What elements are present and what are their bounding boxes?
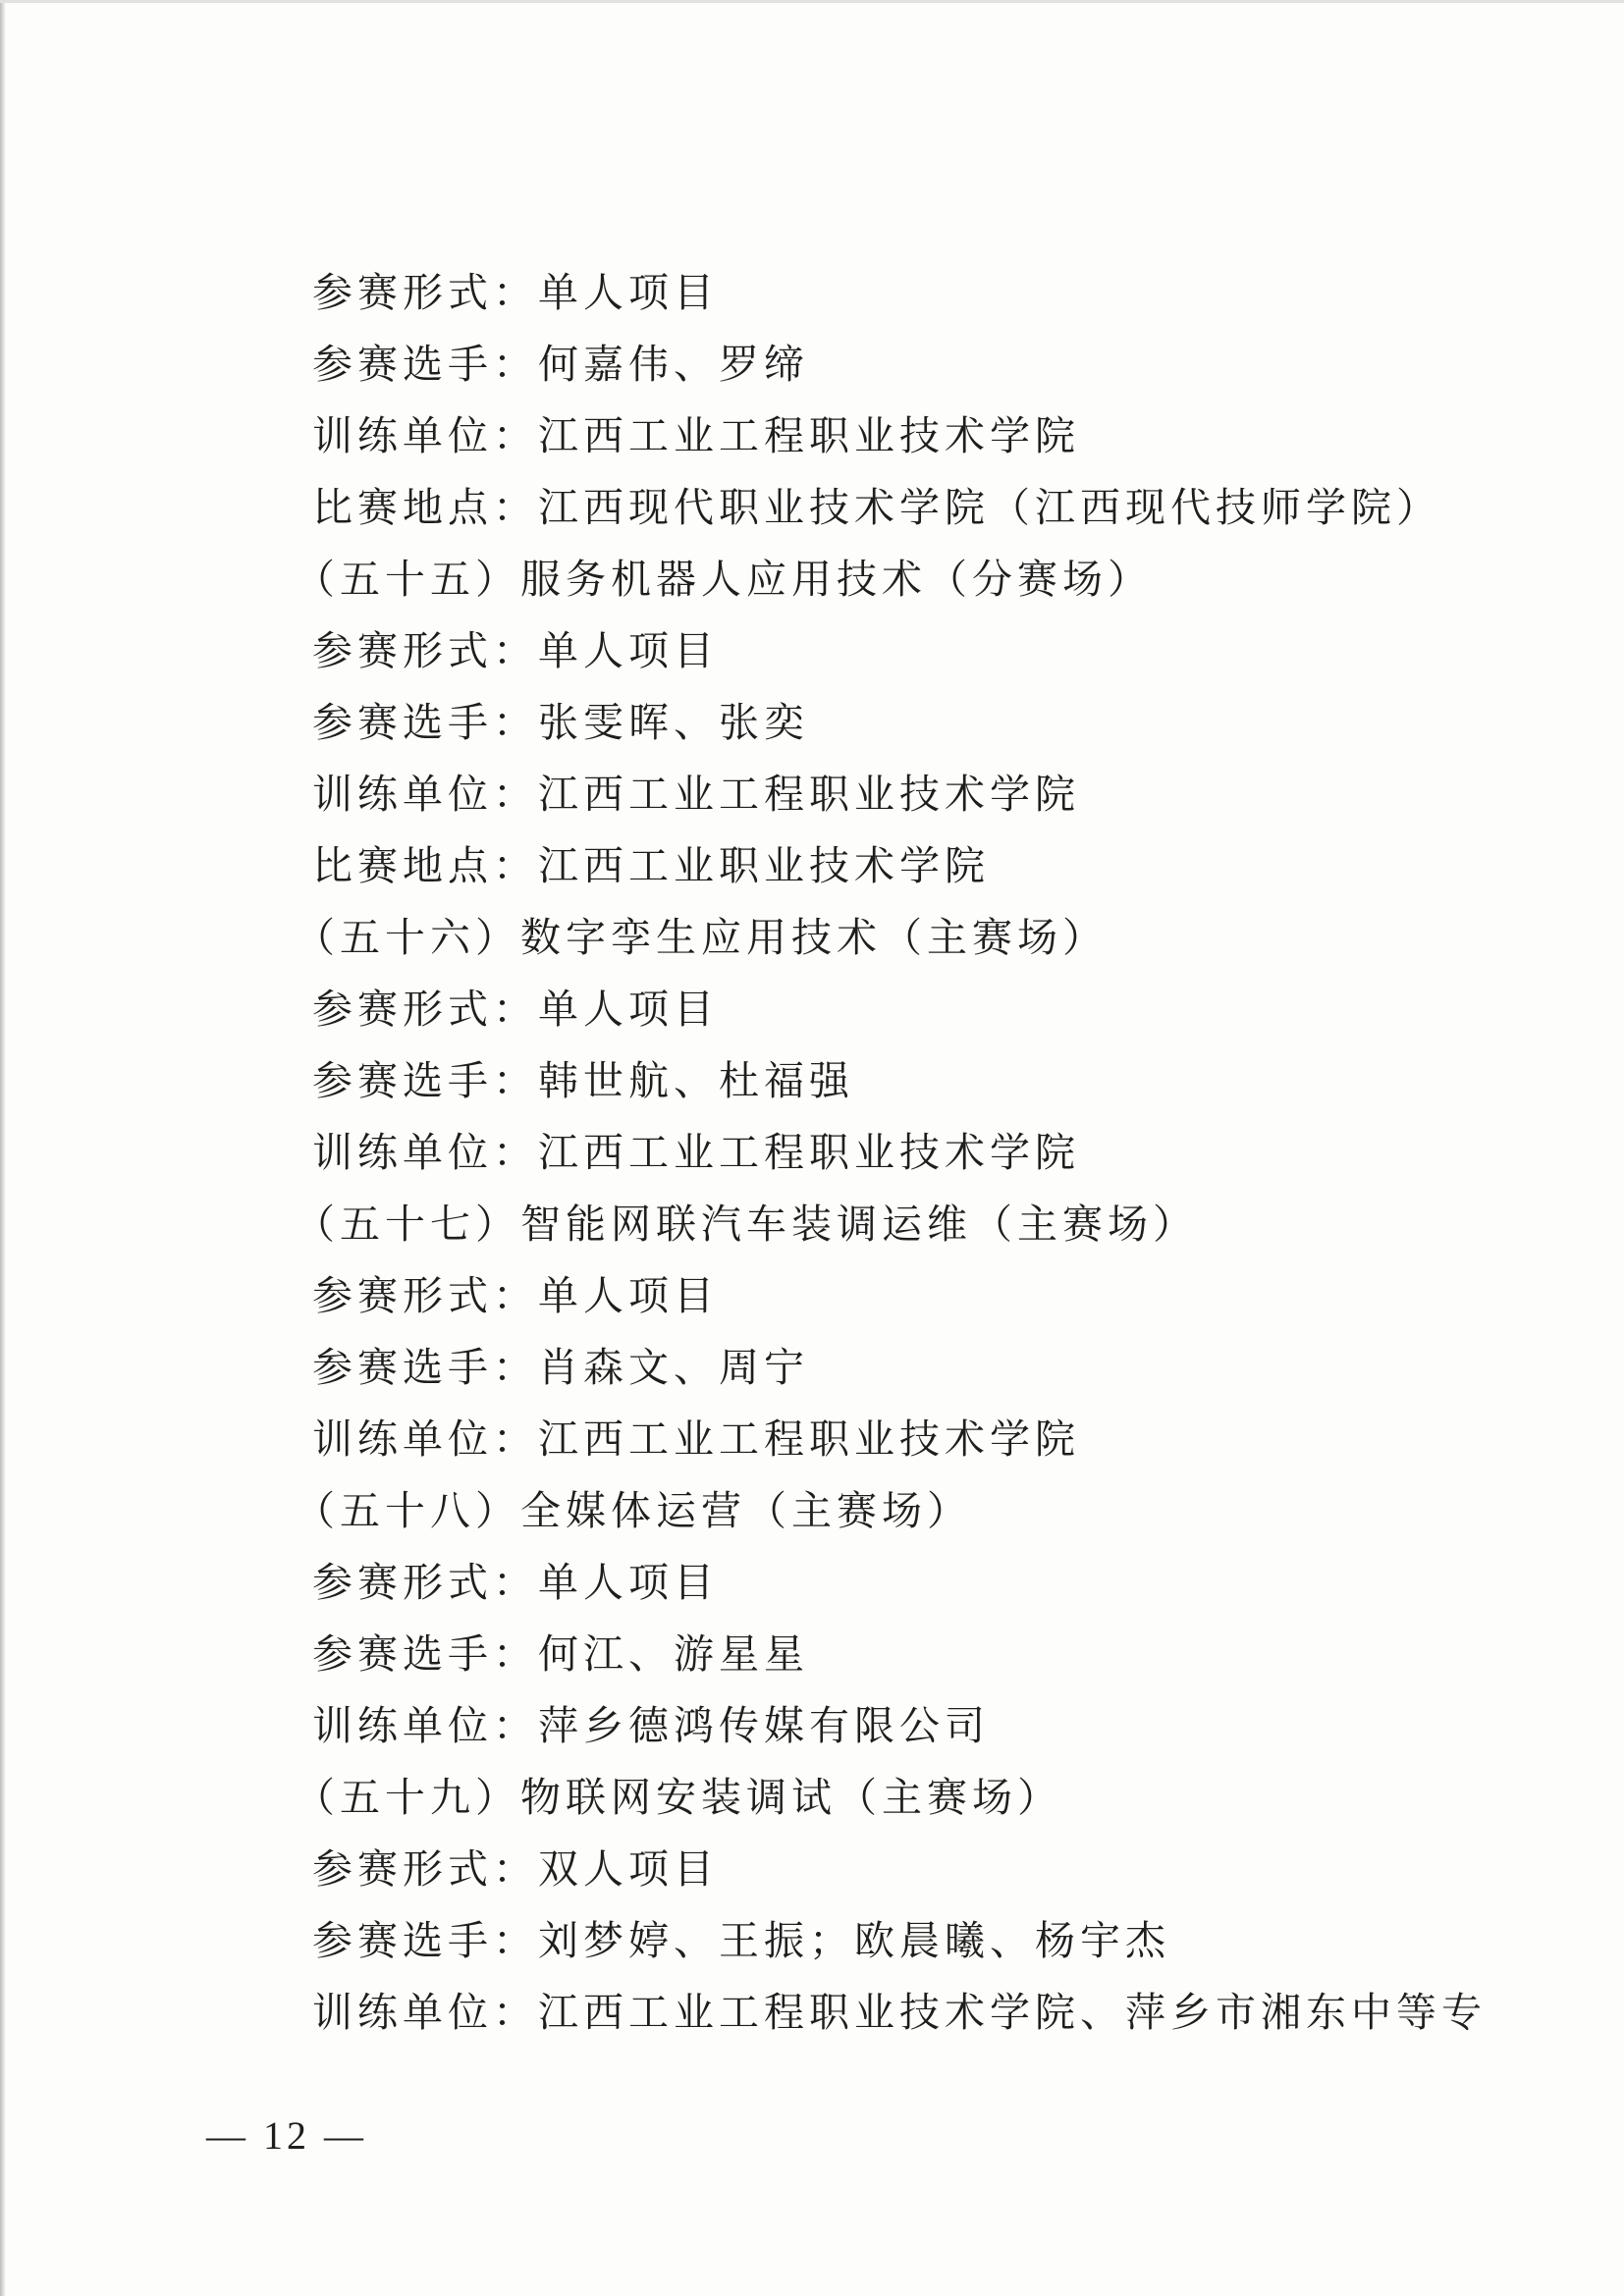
field-value: 肖森文、周宁 bbox=[538, 1344, 809, 1391]
field-line bbox=[295, 687, 1453, 759]
section-heading: （五十八）全媒体运营（主赛场） bbox=[295, 1487, 972, 1534]
field-line bbox=[295, 1045, 1453, 1117]
field-value: 江西现代职业技术学院（江西现代技师学院） bbox=[538, 484, 1441, 531]
field-value: 单人项目 bbox=[538, 1559, 719, 1606]
field-label: 训练单位： bbox=[312, 412, 538, 459]
field-value: 双人项目 bbox=[538, 1845, 719, 1893]
field-line bbox=[295, 1977, 1487, 2049]
field-line bbox=[295, 615, 1453, 687]
field-line bbox=[295, 329, 1453, 400]
field-line bbox=[295, 1547, 1453, 1619]
field-value: 江西工业工程职业技术学院、萍乡市湘东中等专 bbox=[538, 1989, 1487, 2036]
field-line bbox=[295, 974, 1453, 1045]
section-heading: （五十七）智能网联汽车装调运维（主赛场） bbox=[295, 1201, 1198, 1248]
field-label: 训练单位： bbox=[312, 1415, 538, 1463]
field-line bbox=[295, 257, 1453, 329]
field-line bbox=[295, 1332, 1453, 1404]
field-value: 何江、游星星 bbox=[538, 1630, 809, 1678]
field-value: 江西工业职业技术学院 bbox=[538, 842, 990, 889]
field-label: 参赛选手： bbox=[312, 699, 538, 746]
section-heading: （五十六）数字孪生应用技术（主赛场） bbox=[295, 914, 1108, 961]
field-label: 参赛形式： bbox=[312, 1272, 538, 1319]
field-line bbox=[295, 1117, 1453, 1189]
field-line bbox=[295, 1834, 1453, 1905]
field-value: 单人项目 bbox=[538, 986, 719, 1033]
field-value: 单人项目 bbox=[538, 269, 719, 316]
section-heading: （五十九）物联网安装调试（主赛场） bbox=[295, 1774, 1062, 1821]
field-label: 参赛形式： bbox=[312, 627, 538, 674]
field-line bbox=[295, 1260, 1453, 1332]
page-edge-shadow bbox=[0, 0, 6, 2296]
field-label: 参赛形式： bbox=[312, 1845, 538, 1893]
field-line bbox=[295, 1619, 1453, 1690]
field-line bbox=[295, 759, 1453, 830]
field-label: 参赛形式： bbox=[312, 986, 538, 1033]
field-line bbox=[295, 1690, 1453, 1762]
page-number: — 12 — bbox=[206, 2113, 367, 2158]
field-line bbox=[295, 830, 1453, 902]
field-label: 比赛地点： bbox=[312, 842, 538, 889]
field-label: 参赛选手： bbox=[312, 1344, 538, 1391]
field-value: 江西工业工程职业技术学院 bbox=[538, 412, 1080, 459]
field-line bbox=[295, 1905, 1453, 1977]
field-label: 参赛选手： bbox=[312, 341, 538, 388]
field-value: 单人项目 bbox=[538, 1272, 719, 1319]
field-value: 江西工业工程职业技术学院 bbox=[538, 1415, 1080, 1463]
field-line bbox=[295, 400, 1453, 472]
section-heading: （五十五）服务机器人应用技术（分赛场） bbox=[295, 556, 1153, 603]
field-value: 张雯晖、张奕 bbox=[538, 699, 809, 746]
field-label: 参赛选手： bbox=[312, 1057, 538, 1104]
field-value: 萍乡德鸿传媒有限公司 bbox=[538, 1702, 990, 1749]
page-top-edge bbox=[0, 0, 1624, 3]
field-value: 韩世航、杜福强 bbox=[538, 1057, 854, 1104]
field-label: 比赛地点： bbox=[312, 484, 538, 531]
field-value: 江西工业工程职业技术学院 bbox=[538, 771, 1080, 818]
field-label: 参赛形式： bbox=[312, 269, 538, 316]
document-body bbox=[295, 257, 1487, 2049]
field-label: 训练单位： bbox=[312, 1989, 538, 2036]
field-line bbox=[295, 472, 1453, 544]
field-line bbox=[295, 1404, 1453, 1475]
field-label: 参赛选手： bbox=[312, 1630, 538, 1678]
field-label: 训练单位： bbox=[312, 771, 538, 818]
field-label: 参赛选手： bbox=[312, 1917, 538, 1964]
field-label: 训练单位： bbox=[312, 1129, 538, 1176]
field-label: 训练单位： bbox=[312, 1702, 538, 1749]
field-value: 刘梦婷、王振；欧晨曦、杨宇杰 bbox=[538, 1917, 1170, 1964]
field-value: 江西工业工程职业技术学院 bbox=[538, 1129, 1080, 1176]
field-value: 何嘉伟、罗缔 bbox=[538, 341, 809, 388]
field-value: 单人项目 bbox=[538, 627, 719, 674]
field-label: 参赛形式： bbox=[312, 1559, 538, 1606]
